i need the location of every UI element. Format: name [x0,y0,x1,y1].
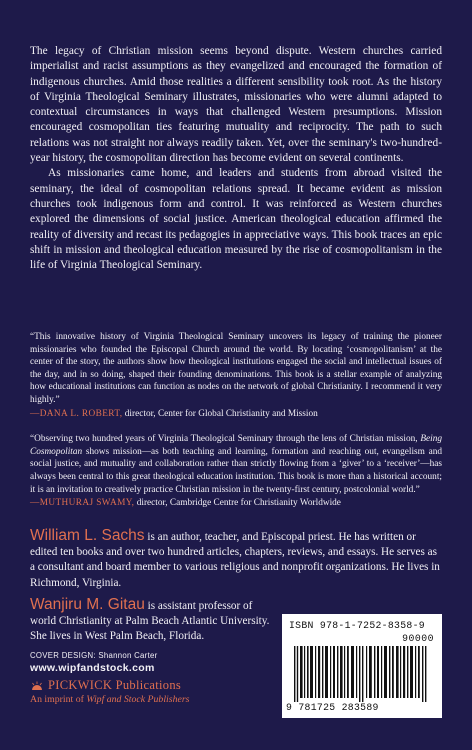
author-bio-sachs [30,528,442,591]
imprint-name: PICKWICK Publications [48,678,182,692]
book-title-italic: Being Cosmopolitan [30,434,442,457]
imprint-row [30,678,189,693]
publisher-website: www.wipfandstock.com [30,662,155,674]
description-paragraph-1: The legacy of Christian mission seems beyond dispute. Western churches carried imperialist and racist assumptions as they evangelized and encouraged the formation of indigenous churches. Amid those realities a different sensibility took root. As the history of Virginia Theological Seminary illustrates, missionaries who were alumni adapted to contextual circumstances in ways that challenged Western presumptions. Mission encouraged cosmopolitan ties featuring mutuality and reciprocity. The path to such relations was not straight nor always readily taken. Yet, over the seminary's two-hundred-year history, the cosmopolitan direction has become evident on several continents. [30,45,442,165]
isbn-label: ISBN 978-1-7252-8358-9 [289,620,425,631]
endorser-affiliation: director, Cambridge Centre for Christianity Worldwide [134,498,341,509]
pickwick-sun-logo-icon [30,681,44,691]
author-bio-gitau [30,597,280,645]
endorsement-attribution [30,497,442,510]
book-description [30,44,442,273]
endorser-affiliation: director, Center for Global Christianity and Mission [122,408,318,419]
publisher-credits [30,651,189,705]
endorsement-text-start: “Observing two hundred years of Virginia Theological Seminary through the lens of Christian mission, [30,434,421,445]
endorsement-text [30,433,442,496]
endorser-name: —DANA L. ROBERT, [30,408,123,419]
author-name: William L. Sachs [30,527,145,544]
imprint-prefix: An imprint of [30,694,87,705]
isbn-barcode [282,614,442,718]
endorsement-robert [30,331,442,420]
author-bio-text: is assistant professor of world Christianity at Palm Beach Atlantic University. She lives in West Palm Beach, Florida. [30,599,270,643]
barcode-digits: 9 781725 283589 [286,702,379,713]
description-paragraph-2: As missionaries came home, and leaders and students from abroad visited the seminary, the ideal of cosmopolitan relations spread. It became evident as mission churches took indigenous form and control. It was reinforced as Western churches explored the dimensions of social justice. American theological education affirmed the reality of diversity and recast its pedagogies in appreciative ways. This book traces an epic shift in mission and theological education measured by the rise of cosmopolitanism in the life of Virginia Theological Seminary. [30,167,442,272]
parent-publisher: Wipf and Stock Publishers [86,694,190,705]
author-bio-text: is an author, teacher, and Episcopal priest. He has written or edited ten books and over two hundred articles, chapters, reviews, and essays. He serves as a consultant and board member to various religious and nonprofit organizations. He lives in Richmond, Virginia. [30,531,440,589]
endorsement-swamy [30,433,442,510]
cover-design-credit: COVER DESIGN: Shannon Carter [30,651,158,660]
price-code: 90000 [402,633,434,644]
barcode-bars-graphic [294,646,434,702]
imprint-line [30,694,189,705]
author-name: Wanjiru M. Gitau [30,595,145,613]
endorsement-text: “This innovative history of Virginia Theological Seminary uncovers its legacy of training the pioneer missionaries who founded the Episcopal Church around the world. By locating ‘cosmopolitanism’ at the center of the story, the authors show how theological institutions engaged the social and intellectual issues of the day, and in so doing, shaped their founding denominations. This book is a stellar example of analyzing how educational institutions can function as nodes on the network of global Christianity. I recommend it very highly.” [30,332,442,405]
endorsement-attribution [30,408,442,421]
endorser-name: —MUTHURAJ SWAMY, [30,498,135,509]
endorsements [30,331,442,510]
endorsement-text-end: shows mission—as both teaching and learning, formation and reaching out, evangelism and social justice, and mutuality and collaboration rather than strictly flowing from a ‘giver’ to a ‘receiver’—has always been central to this great theological education institution. This book is more than a historical account; it is an invitation to creatively practice Christian mission in the twenty-first century, postcolonial world.” [30,446,442,495]
